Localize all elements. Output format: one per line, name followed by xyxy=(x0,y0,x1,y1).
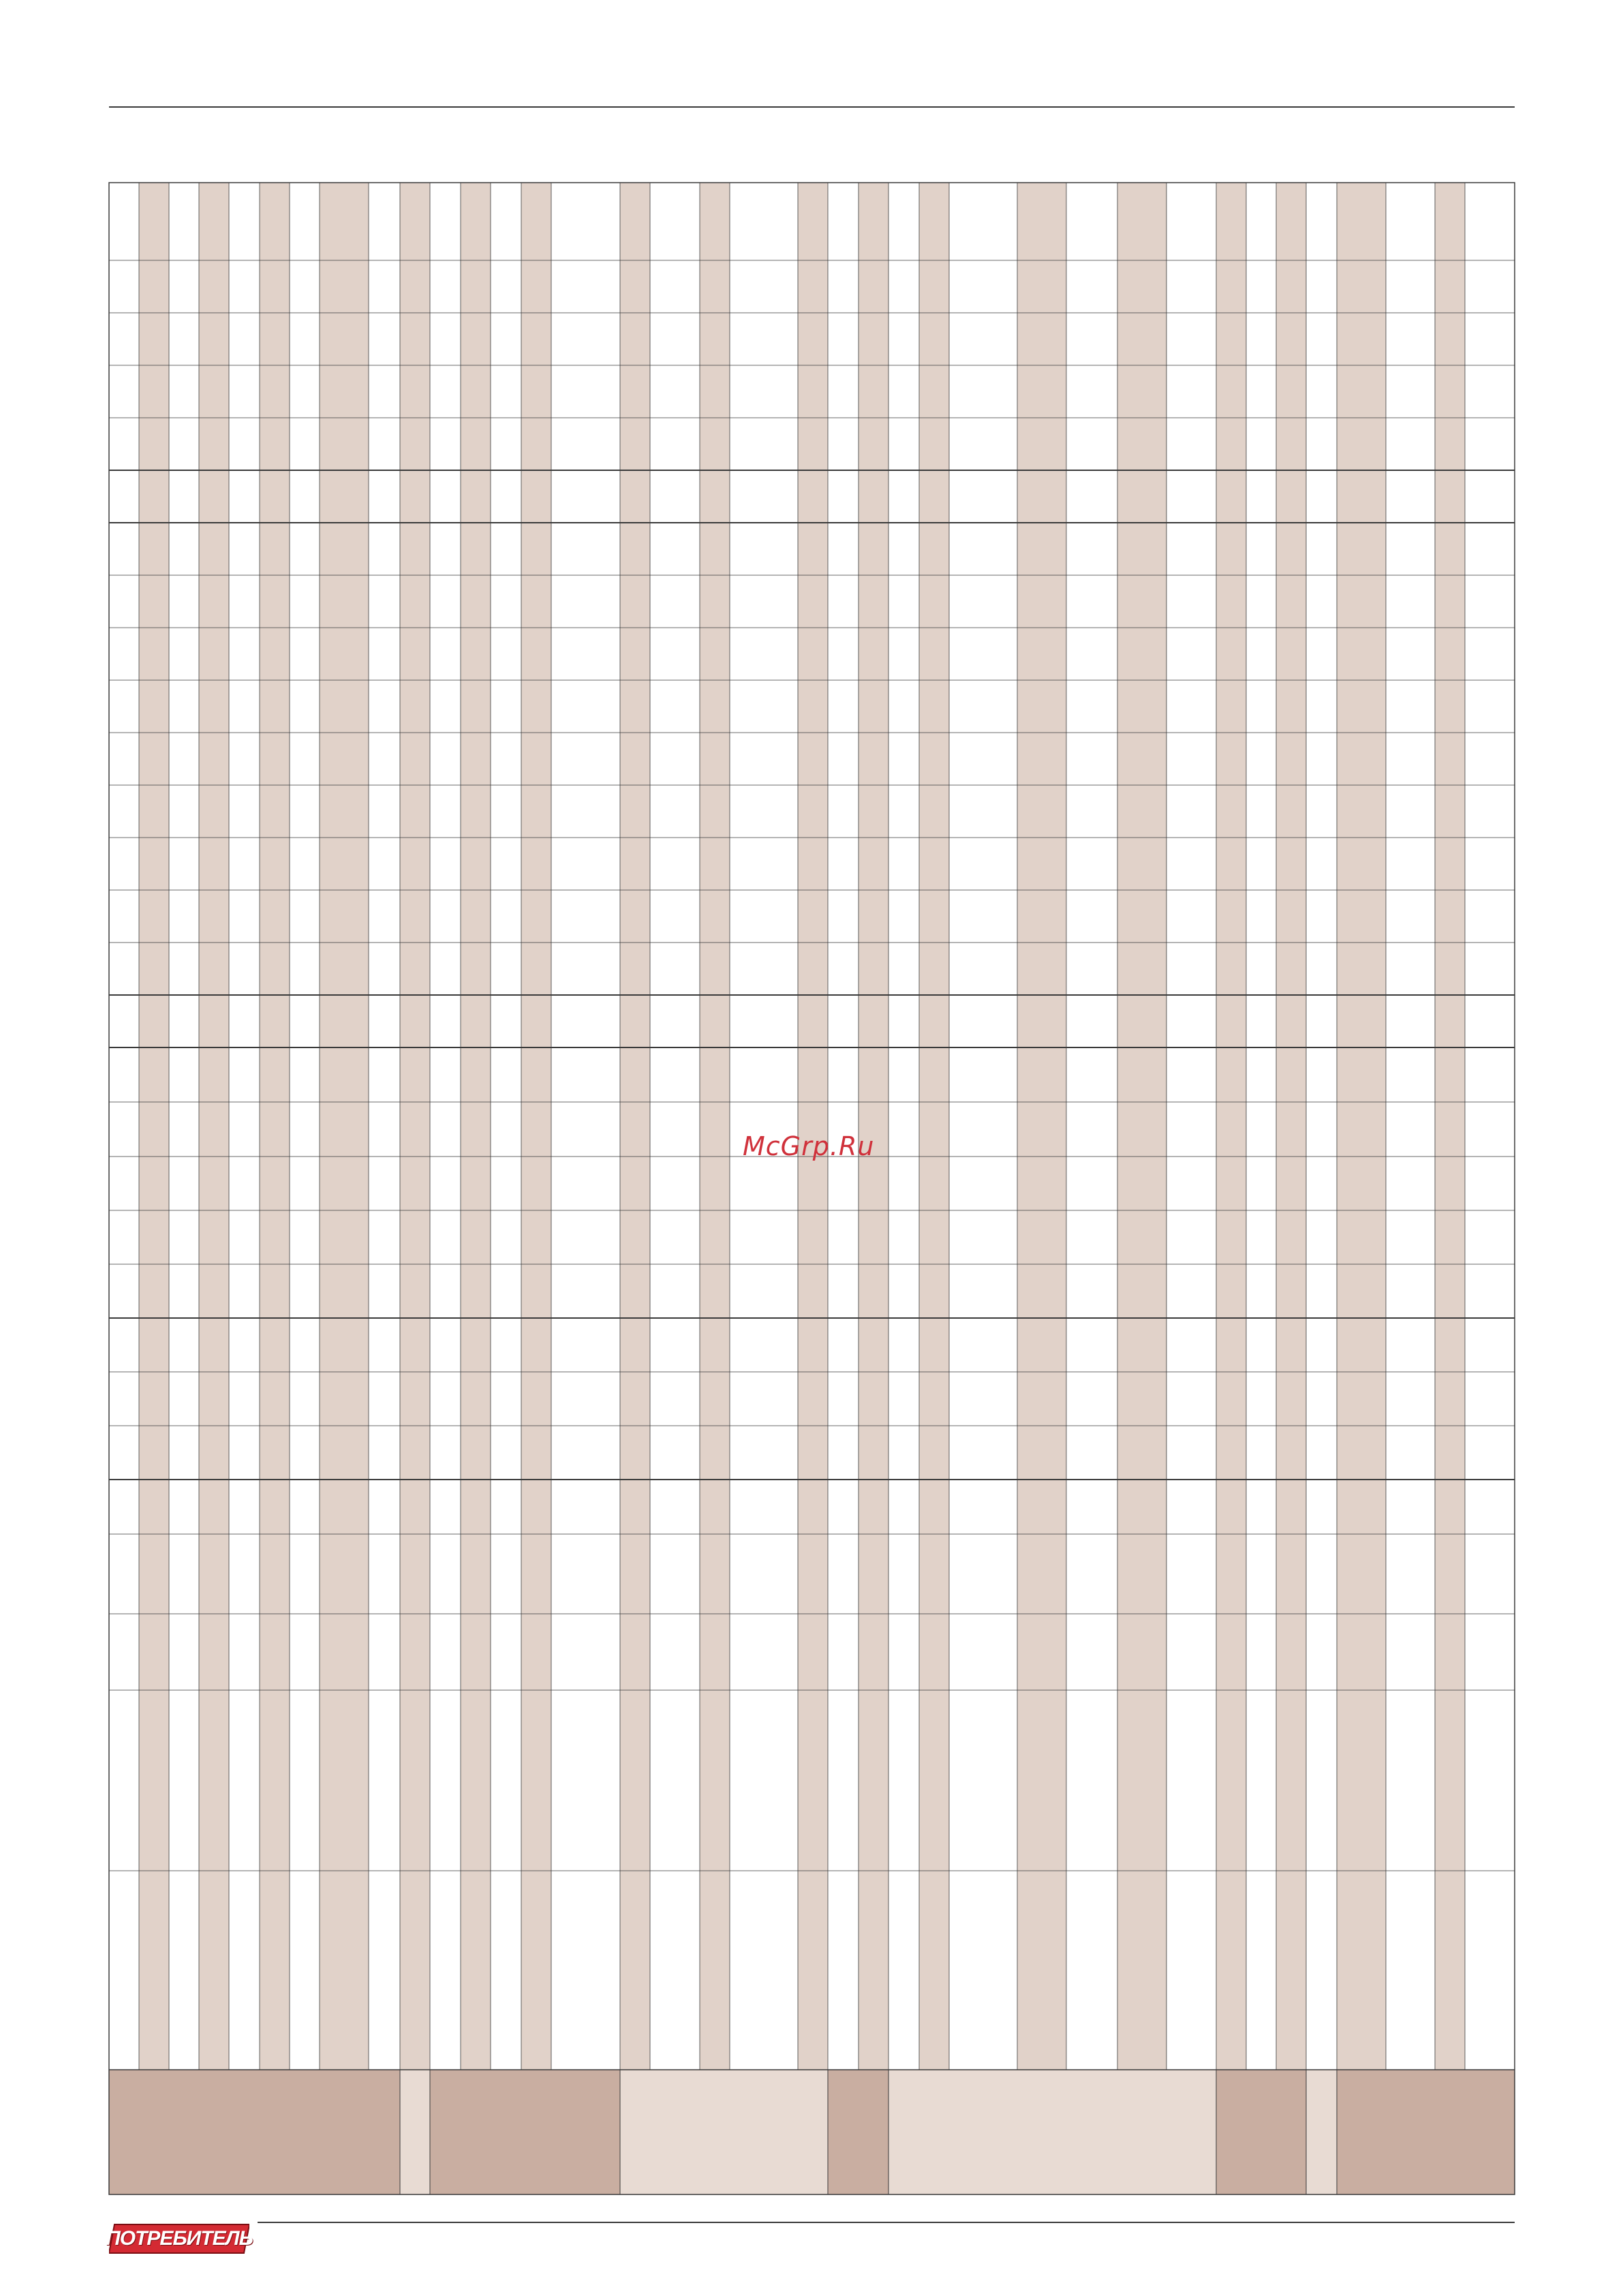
footer-cell xyxy=(400,2070,430,2194)
footer-cell xyxy=(828,2070,888,2194)
footer-cell xyxy=(109,2070,400,2194)
shaded-column xyxy=(1435,183,1465,2070)
watermark-text: McGrp.Ru xyxy=(743,1131,875,1161)
footer-cell xyxy=(430,2070,620,2194)
shaded-column xyxy=(798,183,828,2070)
shaded-columns xyxy=(139,183,1465,2070)
footer-cell xyxy=(888,2070,1216,2194)
footer-cell xyxy=(1216,2070,1306,2194)
shaded-column xyxy=(1276,183,1306,2070)
shaded-column xyxy=(400,183,430,2070)
footer-cell xyxy=(620,2070,828,2194)
shaded-column xyxy=(1017,183,1066,2070)
shaded-column xyxy=(521,183,551,2070)
brand-logo xyxy=(106,2223,253,2254)
shaded-column xyxy=(1117,183,1166,2070)
shaded-column xyxy=(260,183,290,2070)
shaded-column xyxy=(1337,183,1386,2070)
shaded-column xyxy=(139,183,169,2070)
shaded-column xyxy=(919,183,949,2070)
shaded-column xyxy=(320,183,369,2070)
shaded-column xyxy=(1216,183,1246,2070)
footer-band xyxy=(109,2070,1515,2194)
shaded-column xyxy=(199,183,229,2070)
footer-cell xyxy=(1337,2070,1515,2194)
shaded-column xyxy=(700,183,730,2070)
shaded-column xyxy=(620,183,650,2070)
footer-rule xyxy=(258,2222,1515,2223)
shaded-column xyxy=(859,183,888,2070)
footer-cell xyxy=(1306,2070,1337,2194)
shaded-column xyxy=(461,183,491,2070)
logo-text: ПОТРЕБИТЕЛЬ xyxy=(106,2227,253,2250)
